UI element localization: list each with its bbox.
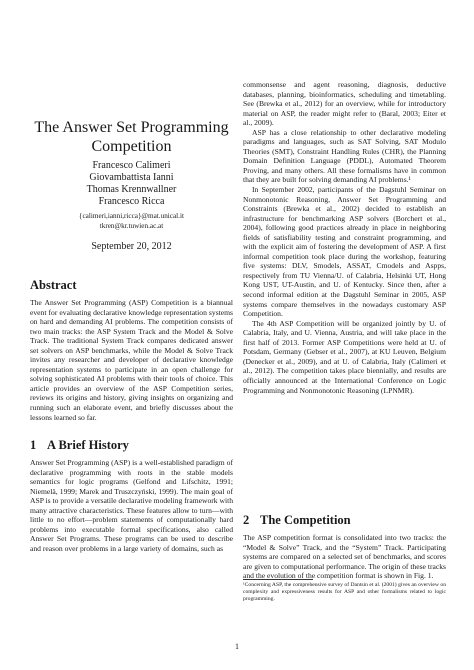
section-text: Answer Set Programming (ASP) is a well-established paradigm of declarative programming with roots in the stable models semantics for logic programs (Gelfond and Lifschitz, 1991; Niemelä, 1999; Marek and Truszczyński, 1999). The main goal of ASP is to provide a versatile declarative modeling framework with many attractive characteristics. These features allow to turn—with little to no effort—problem statements of computationally hard problems into executable formal specifications, also called Answer Set Programs. These programs can be used to describe and reason over problems in a large variety of domains, such as xyxy=(30,458,233,553)
abstract-text: The Answer Set Programming (ASP) Competition is a biannual event for evaluating declarative knowledge representation systems on hard and demanding AI problems. The competition consists of two main tracks: the ASP System Track and the Model & Solve Track. The traditional System Track compares dedicated answer set solvers on ASP benchmarks, while the Model & Solve Track invites any researcher and developer of declarative knowledge representation systems to participate in an open challenge for solving sophisticated AI problems with their tools of choice. This article provides an overview of the ASP Competition series, reviews its origins and history, giving insights on organizing and running such an elaborate event, and briefly discusses about the lessons learned so far. xyxy=(30,298,233,422)
section-title: The Competition xyxy=(260,513,351,527)
paragraph: commonsense and agent reasoning, diagnosis, deductive databases, planning, bioinformatics, scheduling and timetabling. See (Brewka et al., 2012) for an overview, while for introductory material on ASP, the reader might refer to (Baral, 2003; Eiter et al., 2009). xyxy=(243,80,446,128)
abstract-heading: Abstract xyxy=(30,278,77,292)
author-name: Francesco Ricca xyxy=(98,196,165,207)
paper-date: September 20, 2012 xyxy=(91,241,172,252)
section-heading xyxy=(30,438,129,453)
author-name: Thomas Krennwallner xyxy=(86,184,177,195)
email-line: {calimeri,ianni,ricca}@mat.unical.it xyxy=(79,212,184,220)
footnote: ¹Concerning ASP, the comprehensive survey of Dantsin et al. (2001) gives an overview on complexity and expressiveness results for ASP and other formalisms related to logic programming. xyxy=(243,582,446,602)
paragraph: In September 2002, participants of the Dagstuhl Seminar on Nonmonotonic Reasoning, Answer Set Programming and Constraints (Brewka et al., 2002) decided to establish an infrastructure for benchmarking ASP solvers (Borchert et al., 2004), following good practices already in place in neighboring fields of satisfiability testing and constraint programming, and with the explicit aim of fostering the development of ASP. A first informal competition took place during the workshop, featuring five systems: DLV, Smodels, ASSAT, Cmodels and Aspps, respectively from TU Vienna/U. of Calabria, Helsinki UT, Hong Kong UST, UT-Austin, and U. of Kentucky. Since then, after a second informal edition at the Dagstuhl Seminar in 2005, ASP systems compare themselves in the nowadays customary ASP Competition. xyxy=(243,185,446,319)
section-text: The ASP competition format is consolidated into two tracks: the “Model & Solve” Track, and the “System” Track. Participating systems are compared on a selected set of benchmarks, and scores are given to computational performance. The origin of these tracks and the evolution of the competition format is shown in Fig. 1. xyxy=(243,533,446,581)
paper-title: The Answer Set Programming Competition xyxy=(34,119,229,155)
author-name: Francesco Calimeri xyxy=(92,160,171,171)
section-title: A Brief History xyxy=(47,438,129,452)
author-name: Giovambattista Ianni xyxy=(89,172,174,183)
author-list xyxy=(30,160,233,208)
email-line: tkren@kr.tuwien.ac.at xyxy=(99,222,164,230)
paragraph: ASP has a close relationship to other declarative modeling paradigms and languages, such as SAT Solving, SAT Modulo Theories (SMT), Constraint Handling Rules (CHR), the Planning Domain Definition Language (PDDL), Automated Theorem Proving, and many others. All these formalisms have in common that they are built for solving demanding AI problems.¹ xyxy=(243,127,446,185)
right-column-text xyxy=(243,80,446,395)
page-number: 1 xyxy=(235,642,239,651)
section-number: 2 xyxy=(243,513,250,527)
footnote-rule xyxy=(243,579,313,580)
section-heading xyxy=(243,513,351,528)
paragraph: The 4th ASP Competition will be organized jointly by U. of Calabria, Italy, and U. Vienna, Austria, and will take place in the first half of 2013. Former ASP Competitions were held at U. of Potsdam, Germany (Gebser et al., 2007), at KU Leuven, Belgium (Denecker et al., 2009), and at U. of Calabria, Italy (Calimeri et al., 2012). The competition takes place biennially, and results are officially announced at the International Conference on Logic Programming and Nonmonotonic Reasoning (LPNMR). xyxy=(243,318,446,395)
author-emails xyxy=(30,211,233,231)
section-number: 1 xyxy=(30,438,37,452)
